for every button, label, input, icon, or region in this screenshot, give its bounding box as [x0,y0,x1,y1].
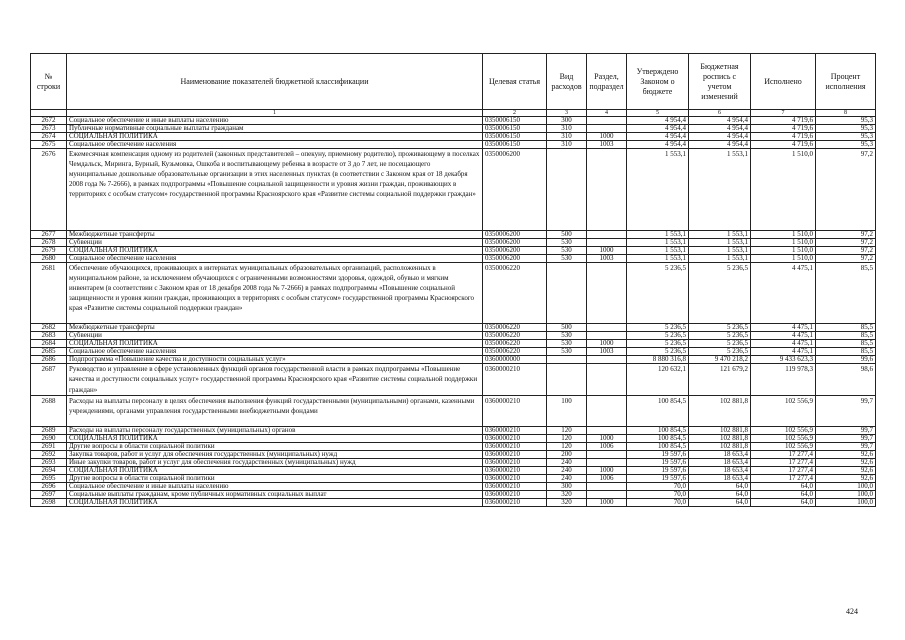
table-row [31,125,876,133]
budget-list-cell: 64,0 [689,490,751,498]
executed-cell: 4 475,1 [751,332,816,340]
percent-cell: 92,6 [816,458,876,466]
budget-list-cell: 1 553,1 [689,254,751,262]
header-executed: Исполнено [751,54,816,110]
budget-list-cell: 1 553,1 [689,230,751,238]
row-number-cell: 2689 [31,426,67,434]
table-row [31,458,876,466]
budget-list-cell: 102 881,8 [689,395,751,426]
table-row [31,141,876,149]
executed-cell: 4 719,6 [751,125,816,133]
section-cell [587,238,627,246]
expense-type-cell: 530 [547,246,587,254]
row-number-cell: 2678 [31,238,67,246]
approved-cell: 100 854,5 [627,442,689,450]
row-number-cell: 2686 [31,356,67,364]
target-article-cell: 0350006150 [483,125,547,133]
section-cell [587,324,627,332]
expense-type-cell: 530 [547,332,587,340]
table-row [31,356,876,364]
budget-list-cell: 18 653,4 [689,466,751,474]
indicator-name-cell: СОЦИАЛЬНАЯ ПОЛИТИКА [67,246,483,254]
approved-cell: 5 236,5 [627,340,689,348]
expense-type-cell: 200 [547,450,587,458]
approved-cell: 1 553,1 [627,149,689,231]
executed-cell: 102 556,9 [751,442,816,450]
budget-list-cell: 1 553,1 [689,149,751,231]
approved-cell: 70,0 [627,482,689,490]
indicator-name-cell: Иные закупки товаров, работ и услуг для обеспечения государственных (муниципальных) нужд [67,458,483,466]
section-cell: 1000 [587,466,627,474]
budget-list-cell: 5 236,5 [689,332,751,340]
approved-cell: 1 553,1 [627,230,689,238]
approved-cell: 19 597,6 [627,458,689,466]
indicator-name-cell: Социальное обеспечение населения [67,254,483,262]
row-number-cell: 2690 [31,434,67,442]
header-section: Раздел, подраздел [587,54,627,110]
indicator-name-cell: Расходы на выплаты персоналу в целях обеспечения выполнения функций государственными (муниципальными) органами, казенными учреждениями, органами управления государственными внебюджетными фондами [67,395,483,426]
target-article-cell: 0360000210 [483,434,547,442]
percent-cell: 85,5 [816,332,876,340]
column-number-cell [31,110,67,117]
row-number-cell: 2692 [31,450,67,458]
percent-cell: 100,0 [816,498,876,506]
table-row [31,474,876,482]
indicator-name-cell: Социальное обеспечение и иные выплаты населению [67,482,483,490]
target-article-cell: 0350006200 [483,238,547,246]
indicator-name-cell: Субвенции [67,332,483,340]
row-number-cell: 2680 [31,254,67,262]
target-article-cell: 0360000210 [483,474,547,482]
row-number-cell: 2688 [31,395,67,426]
table-row [31,238,876,246]
section-cell [587,364,627,395]
column-number-cell: 5 [627,110,689,117]
percent-cell: 85,5 [816,324,876,332]
indicator-name-cell: Ежемесячная компенсация одному из родителей (законных представителей – опекуну, приемному родителю), проживающему в поселках Чемдальск, Миринга, Бурный, Кузьмовка, Ошкоба и воспитывающему ребенка в возрасте от 3 до 7 лет, не посещающего муниципальные дошкольные образовательные организации в этих населенных пунктах (в соответствии с Законом края от 18 декабря 2008 года № 7-2666), в рамках подпрограммы «Повышение социальной защищенности и уровня жизни граждан, проживающих в территориях с особым статусом» государственной программы Красноярского края «Развитие системы социальной поддержки граждан» [67,149,483,231]
expense-type-cell [547,149,587,231]
executed-cell: 64,0 [751,482,816,490]
approved-cell: 8 880 316,8 [627,356,689,364]
executed-cell: 64,0 [751,498,816,506]
expense-type-cell: 320 [547,498,587,506]
approved-cell: 5 236,5 [627,324,689,332]
indicator-name-cell: Руководство и управление в сфере установленных функций органов государственной власти в рамках подпрограммы «Повышение качества и доступности социальных услуг» государственной программы Красноярского края «Развитие системы социальной поддержки граждан» [67,364,483,395]
indicator-name-cell: Публичные нормативные социальные выплаты гражданам [67,125,483,133]
indicator-name-cell: Другие вопросы в области социальной политики [67,474,483,482]
column-number-cell: 6 [689,110,751,117]
target-article-cell: 0360000210 [483,482,547,490]
percent-cell: 92,6 [816,474,876,482]
section-cell [587,262,627,324]
table-row [31,490,876,498]
table-row [31,149,876,231]
table-row [31,364,876,395]
budget-list-cell: 1 553,1 [689,246,751,254]
section-cell: 1003 [587,141,627,149]
table-row [31,395,876,426]
header-approved: Утверждено Законом о бюджете [627,54,689,110]
row-number-cell: 2693 [31,458,67,466]
expense-type-cell [547,356,587,364]
table-row [31,246,876,254]
executed-cell: 17 277,4 [751,474,816,482]
section-cell [587,395,627,426]
indicator-name-cell: Социальное обеспечение населения [67,141,483,149]
row-number-cell: 2684 [31,340,67,348]
executed-cell: 4 719,6 [751,117,816,125]
percent-cell: 99,7 [816,434,876,442]
section-cell [587,450,627,458]
expense-type-cell: 310 [547,133,587,141]
section-cell [587,356,627,364]
section-cell: 1003 [587,348,627,356]
percent-cell: 85,5 [816,262,876,324]
percent-cell: 85,5 [816,340,876,348]
row-number-cell: 2679 [31,246,67,254]
executed-cell: 1 510,0 [751,149,816,231]
executed-cell: 1 510,0 [751,238,816,246]
section-cell: 1000 [587,434,627,442]
indicator-name-cell: Расходы на выплаты персоналу государственных (муниципальных) органов [67,426,483,434]
expense-type-cell: 530 [547,340,587,348]
indicator-name-cell: Закупка товаров, работ и услуг для обеспечения государственных (муниципальных) нужд [67,450,483,458]
budget-list-cell: 121 679,2 [689,364,751,395]
budget-table [30,53,876,507]
table-body [31,117,876,507]
budget-list-cell: 64,0 [689,482,751,490]
expense-type-cell: 530 [547,238,587,246]
percent-cell: 97,2 [816,246,876,254]
budget-list-cell: 4 954,4 [689,117,751,125]
indicator-name-cell: СОЦИАЛЬНАЯ ПОЛИТИКА [67,340,483,348]
indicator-name-cell: Социальное обеспечение и иные выплаты населению [67,117,483,125]
budget-list-cell: 102 881,8 [689,426,751,434]
row-number-cell: 2695 [31,474,67,482]
target-article-cell: 0350006220 [483,340,547,348]
row-number-cell: 2677 [31,230,67,238]
approved-cell: 120 632,1 [627,364,689,395]
target-article-cell: 0350006220 [483,332,547,340]
header-indicator-name: Наименование показателей бюджетной классификации [67,54,483,110]
percent-cell: 95,3 [816,133,876,141]
approved-cell: 70,0 [627,490,689,498]
percent-cell: 97,2 [816,149,876,231]
budget-list-cell: 1 553,1 [689,238,751,246]
row-number-cell: 2687 [31,364,67,395]
budget-list-cell: 5 236,5 [689,348,751,356]
budget-list-cell: 18 653,4 [689,450,751,458]
expense-type-cell: 500 [547,324,587,332]
table-row [31,332,876,340]
budget-list-cell: 18 653,4 [689,458,751,466]
percent-cell: 100,0 [816,482,876,490]
expense-type-cell: 240 [547,466,587,474]
executed-cell: 102 556,9 [751,395,816,426]
expense-type-cell: 530 [547,254,587,262]
expense-type-cell: 120 [547,442,587,450]
header-target-article: Целевая статья [483,54,547,110]
approved-cell: 100 854,5 [627,426,689,434]
target-article-cell: 0360000000 [483,356,547,364]
row-number-cell: 2683 [31,332,67,340]
target-article-cell: 0350006220 [483,324,547,332]
column-number-cell: 1 [67,110,483,117]
approved-cell: 1 553,1 [627,254,689,262]
target-article-cell: 0360000210 [483,498,547,506]
header-percent: Процент исполнения [816,54,876,110]
indicator-name-cell: Другие вопросы в области социальной политики [67,442,483,450]
section-cell [587,117,627,125]
executed-cell: 102 556,9 [751,434,816,442]
row-number-cell: 2696 [31,482,67,490]
percent-cell: 95,3 [816,117,876,125]
expense-type-cell [547,262,587,324]
target-article-cell: 0350006200 [483,254,547,262]
section-cell: 1003 [587,254,627,262]
section-cell [587,149,627,231]
column-number-cell: 4 [587,110,627,117]
executed-cell: 119 978,3 [751,364,816,395]
indicator-name-cell: СОЦИАЛЬНАЯ ПОЛИТИКА [67,466,483,474]
executed-cell: 4 475,1 [751,340,816,348]
approved-cell: 100 854,5 [627,395,689,426]
column-number-cell: 2 [483,110,547,117]
row-number-cell: 2691 [31,442,67,450]
section-cell: 1000 [587,133,627,141]
percent-cell: 99,6 [816,356,876,364]
expense-type-cell: 120 [547,426,587,434]
budget-list-cell: 4 954,4 [689,141,751,149]
budget-list-cell: 9 470 218,2 [689,356,751,364]
column-number-cell: 7 [751,110,816,117]
approved-cell: 5 236,5 [627,332,689,340]
approved-cell: 19 597,6 [627,474,689,482]
budget-list-cell: 4 954,4 [689,125,751,133]
percent-cell: 99,7 [816,395,876,426]
section-cell: 1000 [587,246,627,254]
budget-list-cell: 5 236,5 [689,324,751,332]
executed-cell: 9 433 623,3 [751,356,816,364]
target-article-cell: 0360000210 [483,466,547,474]
executed-cell: 17 277,4 [751,466,816,474]
target-article-cell: 0350006220 [483,348,547,356]
approved-cell: 1 553,1 [627,246,689,254]
indicator-name-cell: СОЦИАЛЬНАЯ ПОЛИТИКА [67,498,483,506]
row-number-cell: 2674 [31,133,67,141]
indicator-name-cell: Подпрограмма «Повышение качества и доступности социальных услуг» [67,356,483,364]
budget-list-cell: 5 236,5 [689,340,751,348]
target-article-cell: 0360000210 [483,395,547,426]
executed-cell: 1 510,0 [751,230,816,238]
executed-cell: 17 277,4 [751,458,816,466]
section-cell [587,490,627,498]
executed-cell: 1 510,0 [751,246,816,254]
section-cell [587,125,627,133]
budget-list-cell: 102 881,8 [689,434,751,442]
expense-type-cell: 310 [547,141,587,149]
target-article-cell: 0360000210 [483,450,547,458]
table-row [31,324,876,332]
expense-type-cell: 310 [547,125,587,133]
target-article-cell: 0350006200 [483,246,547,254]
target-article-cell: 0360000210 [483,364,547,395]
expense-type-cell: 300 [547,482,587,490]
section-cell [587,458,627,466]
expense-type-cell: 320 [547,490,587,498]
executed-cell: 1 510,0 [751,254,816,262]
row-number-cell: 2682 [31,324,67,332]
column-number-cell: 8 [816,110,876,117]
target-article-cell: 0360000210 [483,458,547,466]
section-cell: 1000 [587,498,627,506]
budget-list-cell: 5 236,5 [689,262,751,324]
section-cell: 1006 [587,474,627,482]
page-number: 424 [846,607,858,616]
table-row [31,482,876,490]
target-article-cell: 0350006200 [483,230,547,238]
indicator-name-cell: Субвенции [67,238,483,246]
indicator-name-cell: Межбюджетные трансферты [67,324,483,332]
approved-cell: 4 954,4 [627,141,689,149]
section-cell [587,426,627,434]
column-number-cell: 3 [547,110,587,117]
target-article-cell: 0360000210 [483,426,547,434]
table-row [31,442,876,450]
row-number-cell: 2675 [31,141,67,149]
budget-list-cell: 64,0 [689,498,751,506]
percent-cell: 100,0 [816,490,876,498]
percent-cell: 92,6 [816,466,876,474]
executed-cell: 4 475,1 [751,324,816,332]
approved-cell: 19 597,6 [627,466,689,474]
target-article-cell: 0350006200 [483,149,547,231]
table-row [31,230,876,238]
budget-list-cell: 18 653,4 [689,474,751,482]
expense-type-cell: 100 [547,395,587,426]
executed-cell: 17 277,4 [751,450,816,458]
percent-cell: 85,5 [816,348,876,356]
executed-cell: 102 556,9 [751,426,816,434]
row-number-cell: 2698 [31,498,67,506]
expense-type-cell: 240 [547,458,587,466]
target-article-cell: 0360000210 [483,490,547,498]
indicator-name-cell: СОЦИАЛЬНАЯ ПОЛИТИКА [67,133,483,141]
row-number-cell: 2694 [31,466,67,474]
percent-cell: 97,2 [816,238,876,246]
approved-cell: 19 597,6 [627,450,689,458]
section-cell [587,482,627,490]
executed-cell: 4 719,6 [751,141,816,149]
indicator-name-cell: Межбюджетные трансферты [67,230,483,238]
expense-type-cell [547,364,587,395]
expense-type-cell: 530 [547,348,587,356]
row-number-cell: 2685 [31,348,67,356]
indicator-name-cell: Социальные выплаты гражданам, кроме публичных нормативных социальных выплат [67,490,483,498]
table-row [31,340,876,348]
table-row [31,450,876,458]
approved-cell: 4 954,4 [627,133,689,141]
table-row [31,262,876,324]
section-cell: 1000 [587,340,627,348]
section-cell [587,332,627,340]
percent-cell: 95,3 [816,125,876,133]
table-row [31,466,876,474]
expense-type-cell: 500 [547,230,587,238]
budget-list-cell: 4 954,4 [689,133,751,141]
section-cell [587,230,627,238]
row-number-cell: 2697 [31,490,67,498]
percent-cell: 95,3 [816,141,876,149]
table-row [31,434,876,442]
approved-cell: 5 236,5 [627,262,689,324]
header-row-number: № строки [31,54,67,110]
table-row [31,426,876,434]
target-article-cell: 0360000210 [483,442,547,450]
target-article-cell: 0350006150 [483,117,547,125]
approved-cell: 70,0 [627,498,689,506]
percent-cell: 92,6 [816,450,876,458]
indicator-name-cell: СОЦИАЛЬНАЯ ПОЛИТИКА [67,434,483,442]
row-number-cell: 2681 [31,262,67,324]
row-number-cell: 2673 [31,125,67,133]
approved-cell: 100 854,5 [627,434,689,442]
executed-cell: 4 719,6 [751,133,816,141]
executed-cell: 64,0 [751,490,816,498]
budget-table-container [30,53,875,507]
approved-cell: 5 236,5 [627,348,689,356]
table-row [31,133,876,141]
percent-cell: 97,2 [816,254,876,262]
approved-cell: 4 954,4 [627,125,689,133]
expense-type-cell: 300 [547,117,587,125]
section-cell: 1006 [587,442,627,450]
executed-cell: 4 475,1 [751,348,816,356]
indicator-name-cell: Социальное обеспечение населения [67,348,483,356]
percent-cell: 97,2 [816,230,876,238]
target-article-cell: 0350006150 [483,141,547,149]
executed-cell: 4 475,1 [751,262,816,324]
expense-type-cell: 120 [547,434,587,442]
approved-cell: 1 553,1 [627,238,689,246]
row-number-cell: 2676 [31,149,67,231]
target-article-cell: 0350006150 [483,133,547,141]
header-budget-list: Бюджетная роспись с учетом изменений [689,54,751,110]
percent-cell: 98,6 [816,364,876,395]
table-row [31,117,876,125]
percent-cell: 99,7 [816,442,876,450]
percent-cell: 99,7 [816,426,876,434]
expense-type-cell: 240 [547,474,587,482]
row-number-cell: 2672 [31,117,67,125]
approved-cell: 4 954,4 [627,117,689,125]
table-row [31,254,876,262]
budget-list-cell: 102 881,8 [689,442,751,450]
target-article-cell: 0350006220 [483,262,547,324]
header-expense-type: Вид расходов [547,54,587,110]
table-row [31,348,876,356]
indicator-name-cell: Обеспечение обучающихся, проживающих в интернатах муниципальных образовательных организаций, расположенных в муниципальном районе, за исключением обучающихся с ограниченными возможностями здоровья, одеждой, обувью и мягким инвентарем (в соответствии с Законом края от 18 декабря 2008 года № 7-2666) в рамках подпрограммы «Повышение социальной защищенности и уровня жизни граждан, проживающих в территориях с особым статусом» государственной программы Красноярского края «Развитие системы социальной поддержки граждан» [67,262,483,324]
table-row [31,498,876,506]
